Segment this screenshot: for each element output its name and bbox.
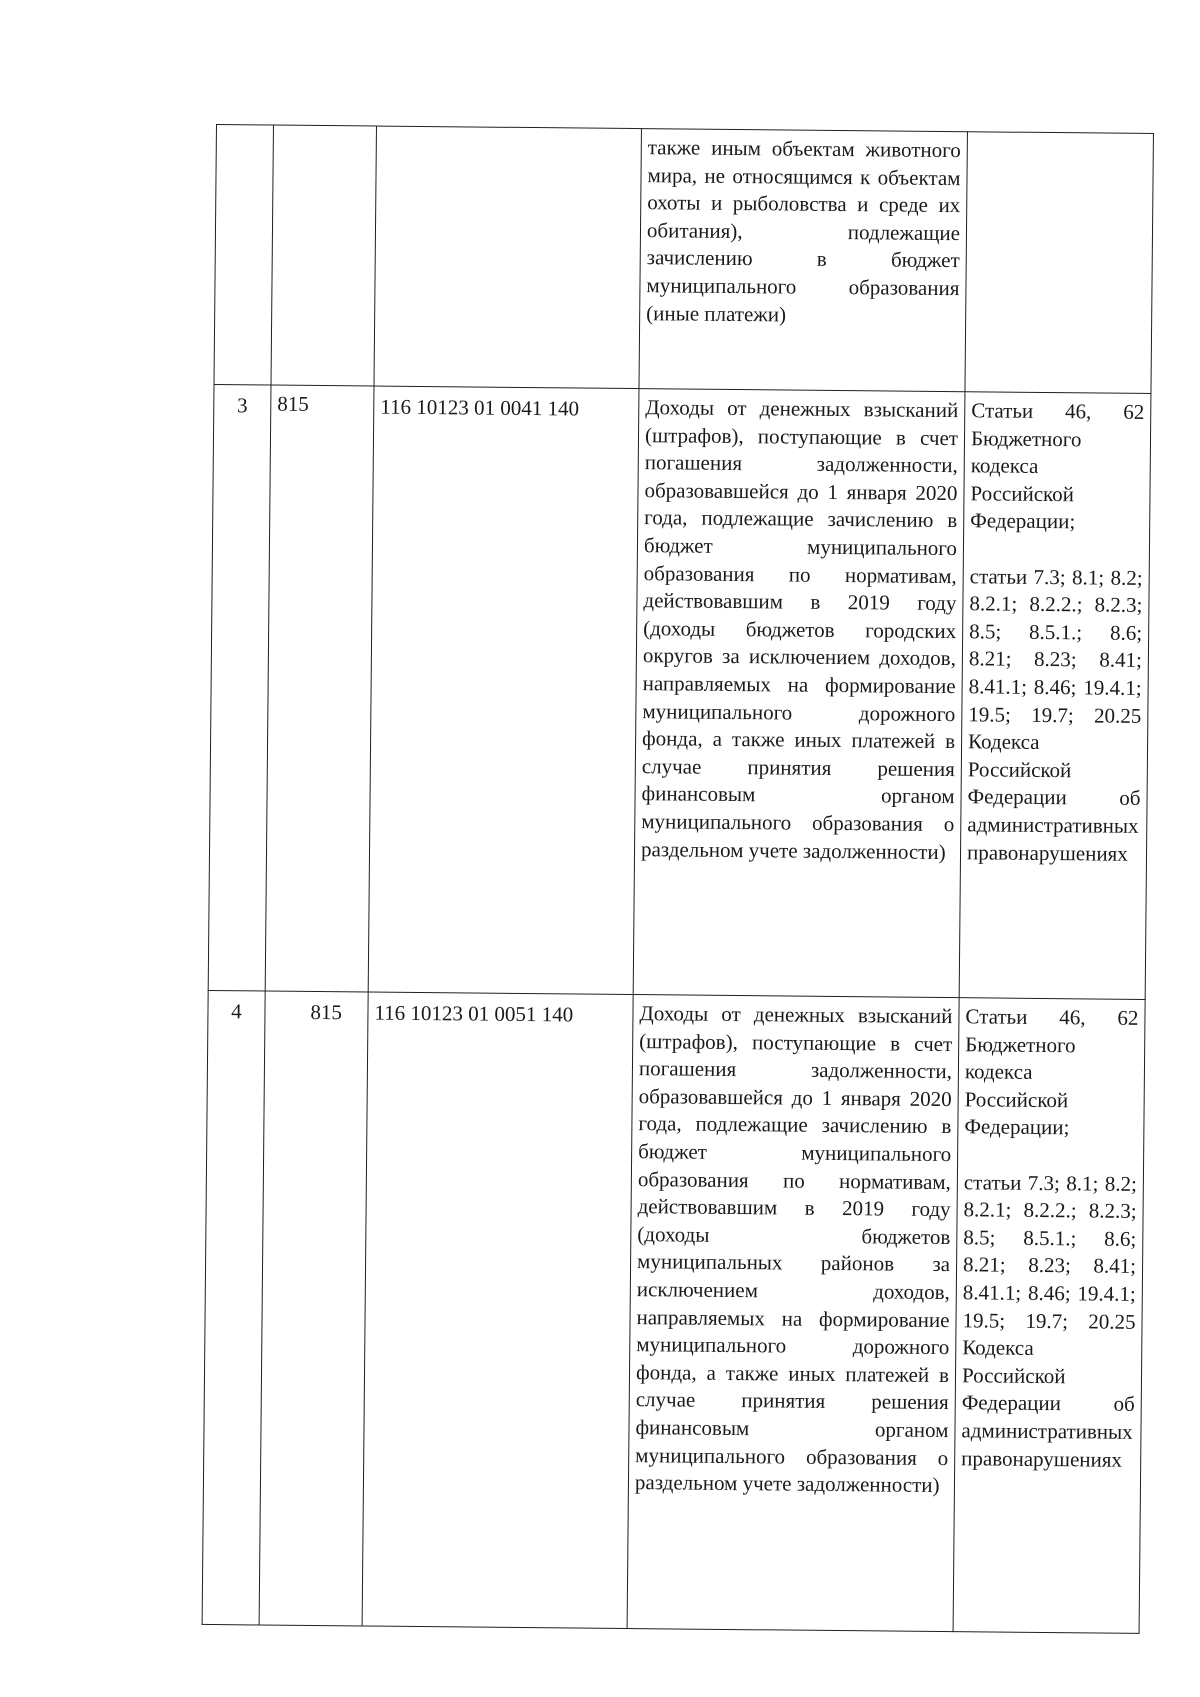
budget-classification-code-cell: 116 10123 01 0041 140 [368,386,639,995]
paragraph-gap [964,1141,1137,1170]
legal-basis-cell [953,998,1145,1634]
legal-basis-budget-code: Статьи 46, 62 Бюджетного кодекса Российской Федерации; [970,398,1145,534]
administrator-code-cell: 815 [259,991,368,1626]
table-row [208,384,1151,999]
revenue-sources-table [202,124,1154,1634]
legal-basis-admin-code: статьи 7.3; 8.1; 8.2; 8.2.1; 8.2.2.; 8.2.3; 8.5; 8.5.1.; 8.6; 8.21; 8.23; 8.41; 8.41.1; 8.46; 19.4.1; 19.5; 19.7; 20.25 Кодекса Российской Федерации об административных правонарушениях [961,1169,1137,1472]
table-row [214,125,1153,394]
row-number-cell: 3 [208,384,271,991]
revenue-name-cell: также иным объектам животного мира, не относящимся к объектам охоты и рыболовства и среде их обитания), подлежащие зачислению в бюджет муниципального образования (иные платежи) [639,129,967,392]
row-number-cell [214,125,273,386]
budget-classification-code-cell [374,126,641,389]
revenue-name-cell: Доходы от денежных взысканий (штрафов), поступающие в счет погашения задолженности, образовавшейся до 1 января 2020 года, подлежащие зачислению в бюджет муниципального образования по нормативам, действовавшим в 2019 году (доходы бюджетов муниципальных районов за исключением доходов, направляемых на формирование муниципального дорожного фонда, а также иных платежей в случае принятия решения финансовым органом муниципального образования о раздельном учете задолженности) [627,995,959,1632]
budget-classification-code-cell: 116 10123 01 0051 140 [362,992,633,1629]
legal-basis-cell [959,392,1151,1000]
administrator-code-cell [271,125,376,386]
legal-basis-cell [965,132,1153,394]
administrator-code-cell: 815 [265,385,374,992]
legal-basis-admin-code [974,137,1147,139]
legal-basis-budget-code [974,137,1147,139]
table-row [202,990,1145,1633]
legal-basis-budget-code: Статьи 46, 62 Бюджетного кодекса Российской Федерации; [964,1004,1139,1140]
row-number-cell: 4 [202,990,265,1625]
paragraph-gap [970,535,1143,564]
revenue-name-cell: Доходы от денежных взысканий (штрафов), поступающие в счет погашения задолженности, образовавшейся до 1 января 2020 года, подлежащие зачислению в бюджет муниципального образования по нормативам, действовавшим в 2019 году (доходы бюджетов городских округов за исключением доходов, направляемых на формирование муниципального дорожного фонда, а также иных платежей в случае принятия решения финансовым органом муниципального образования о раздельном учете задолженности) [633,389,965,998]
legal-basis-admin-code: статьи 7.3; 8.1; 8.2; 8.2.1; 8.2.2.; 8.2.3; 8.5; 8.5.1.; 8.6; 8.21; 8.23; 8.41; 8.41.1; 8.46; 19.4.1; 19.5; 19.7; 20.25 Кодекса Российской Федерации об административных правонарушениях [966,563,1143,866]
